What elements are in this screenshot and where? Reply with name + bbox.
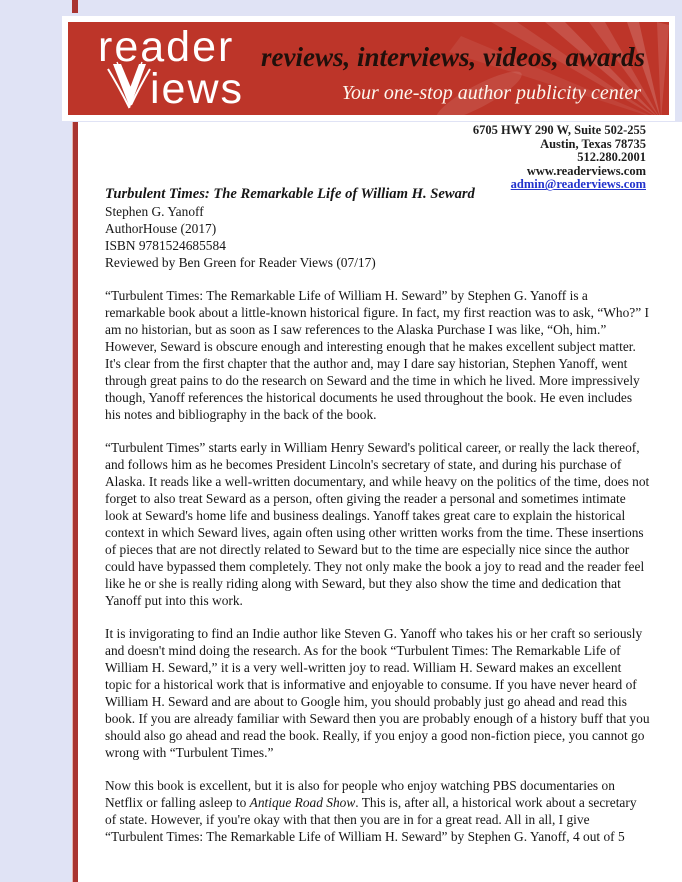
contact-address-line2: Austin, Texas 78735 — [540, 136, 646, 151]
review-paragraph-4 — [105, 777, 651, 845]
top-accent-tick — [72, 0, 78, 13]
contact-address-line1: 6705 HWY 290 W, Suite 502-255 — [472, 123, 646, 137]
contact-phone: 512.280.2001 — [577, 150, 646, 165]
final-paragraph-before: Now this book is excellent, but it is also for people who enjoy watching PBS documentaries on Netflix or falling asleep to — [105, 778, 615, 810]
book-title: Turbulent Times: The Remarkable Life of William H. Seward — [105, 186, 475, 202]
contact-info-block — [473, 124, 646, 192]
publisher-line: AuthorHouse (2017) — [105, 221, 217, 236]
banner-subtagline: Your one-stop author publicity center — [341, 82, 641, 104]
isbn-line: ISBN 9781524685584 — [105, 238, 226, 253]
logo-views-row — [106, 61, 244, 111]
reader-views-logo — [90, 23, 245, 113]
review-paragraph-2: “Turbulent Times” starts early in William Henry Seward's political career, or really the lack thereof, and follows him as he becomes President Lincoln's secretary of state, and during his purchase of Alaska. It reads like a well-written documentary, and while heavy on the politics of the time, does not forget to also treat Seward as a person, often giving the reader a personal and sometimes intimate look at Seward's home life and business dealings. Yanoff takes great care to explain the historical context in which Seward lives, again often using other written works from the time. These insertions of pieces that are not directly related to Seward but to the time are especially nice since the author could have bypassed them completely. They not only make the book a joy to read and the reader feel like he or she is really riding along with Seward, but they also show the time and dedication that Yanoff put into this work. — [105, 440, 650, 608]
author-name: Stephen G. Yanoff — [105, 204, 204, 219]
header-banner-background — [68, 22, 669, 115]
banner-tagline: reviews, interviews, videos, awards — [261, 42, 645, 72]
contact-website: www.readerviews.com — [526, 163, 646, 178]
logo-reader-text: reader — [98, 23, 235, 71]
logo-iews-text: iews — [150, 65, 245, 113]
review-paragraph-3: It is invigorating to find an Indie author like Steven G. Yanoff who takes his or her craft so seriously and doesn't mind doing the research. As for the book “Turbulent Times: The Remarkable Life of William H. Seward,” it is a very well-written joy to read. William H. Seward makes an excellent topic for a historical work that is informative and enjoyable to consume. If you have never heard of William H. Seward and are about to Google him, you should probably just go ahead and read this book. If you are already familiar with Seward then you are probably enough of a history buff that you should also go ahead and read the book. Really, if you enjoy a good non-fiction piece, you cannot go wrong with “Turbulent Times.” — [105, 626, 650, 760]
open-book-v-icon — [106, 61, 152, 111]
final-paragraph-after: . This is, after all, a historical work about a secretary of state. However, if you're okay with that then you are in for a great read. All in all, I give “Turbulent Times: The Remarkable Life of William H. Seward” by Stephen G. Yanoff, 4 out of 5 — [105, 795, 637, 844]
antique-road-show-italic: Antique Road Show — [249, 795, 356, 810]
review-paragraph-1: “Turbulent Times: The Remarkable Life of William H. Seward” by Stephen G. Yanoff is a remarkable book about a little-known historical figure. In fact, my first reaction was to ask, “Who?” I am no historian, but as soon as I saw references to the Alaska Purchase I was like, “Oh, him.” However, Seward is obscure enough and interesting enough that he makes excellent subject matter. It's clear from the first chapter that the author and, may I dare say historian, Stephen Yanoff, went through great pains to do the research on Seward and the time in which he lived. More impressively though, Yanoff references the historical documents he used throughout the book. He even includes his notes and bibliography in the back of the book. — [105, 288, 649, 422]
header-banner — [62, 16, 675, 121]
reviewer-byline: Reviewed by Ben Green for Reader Views (07/17) — [105, 255, 376, 270]
contact-email-link[interactable]: admin@readerviews.com — [510, 177, 646, 192]
book-review-article — [105, 186, 651, 845]
